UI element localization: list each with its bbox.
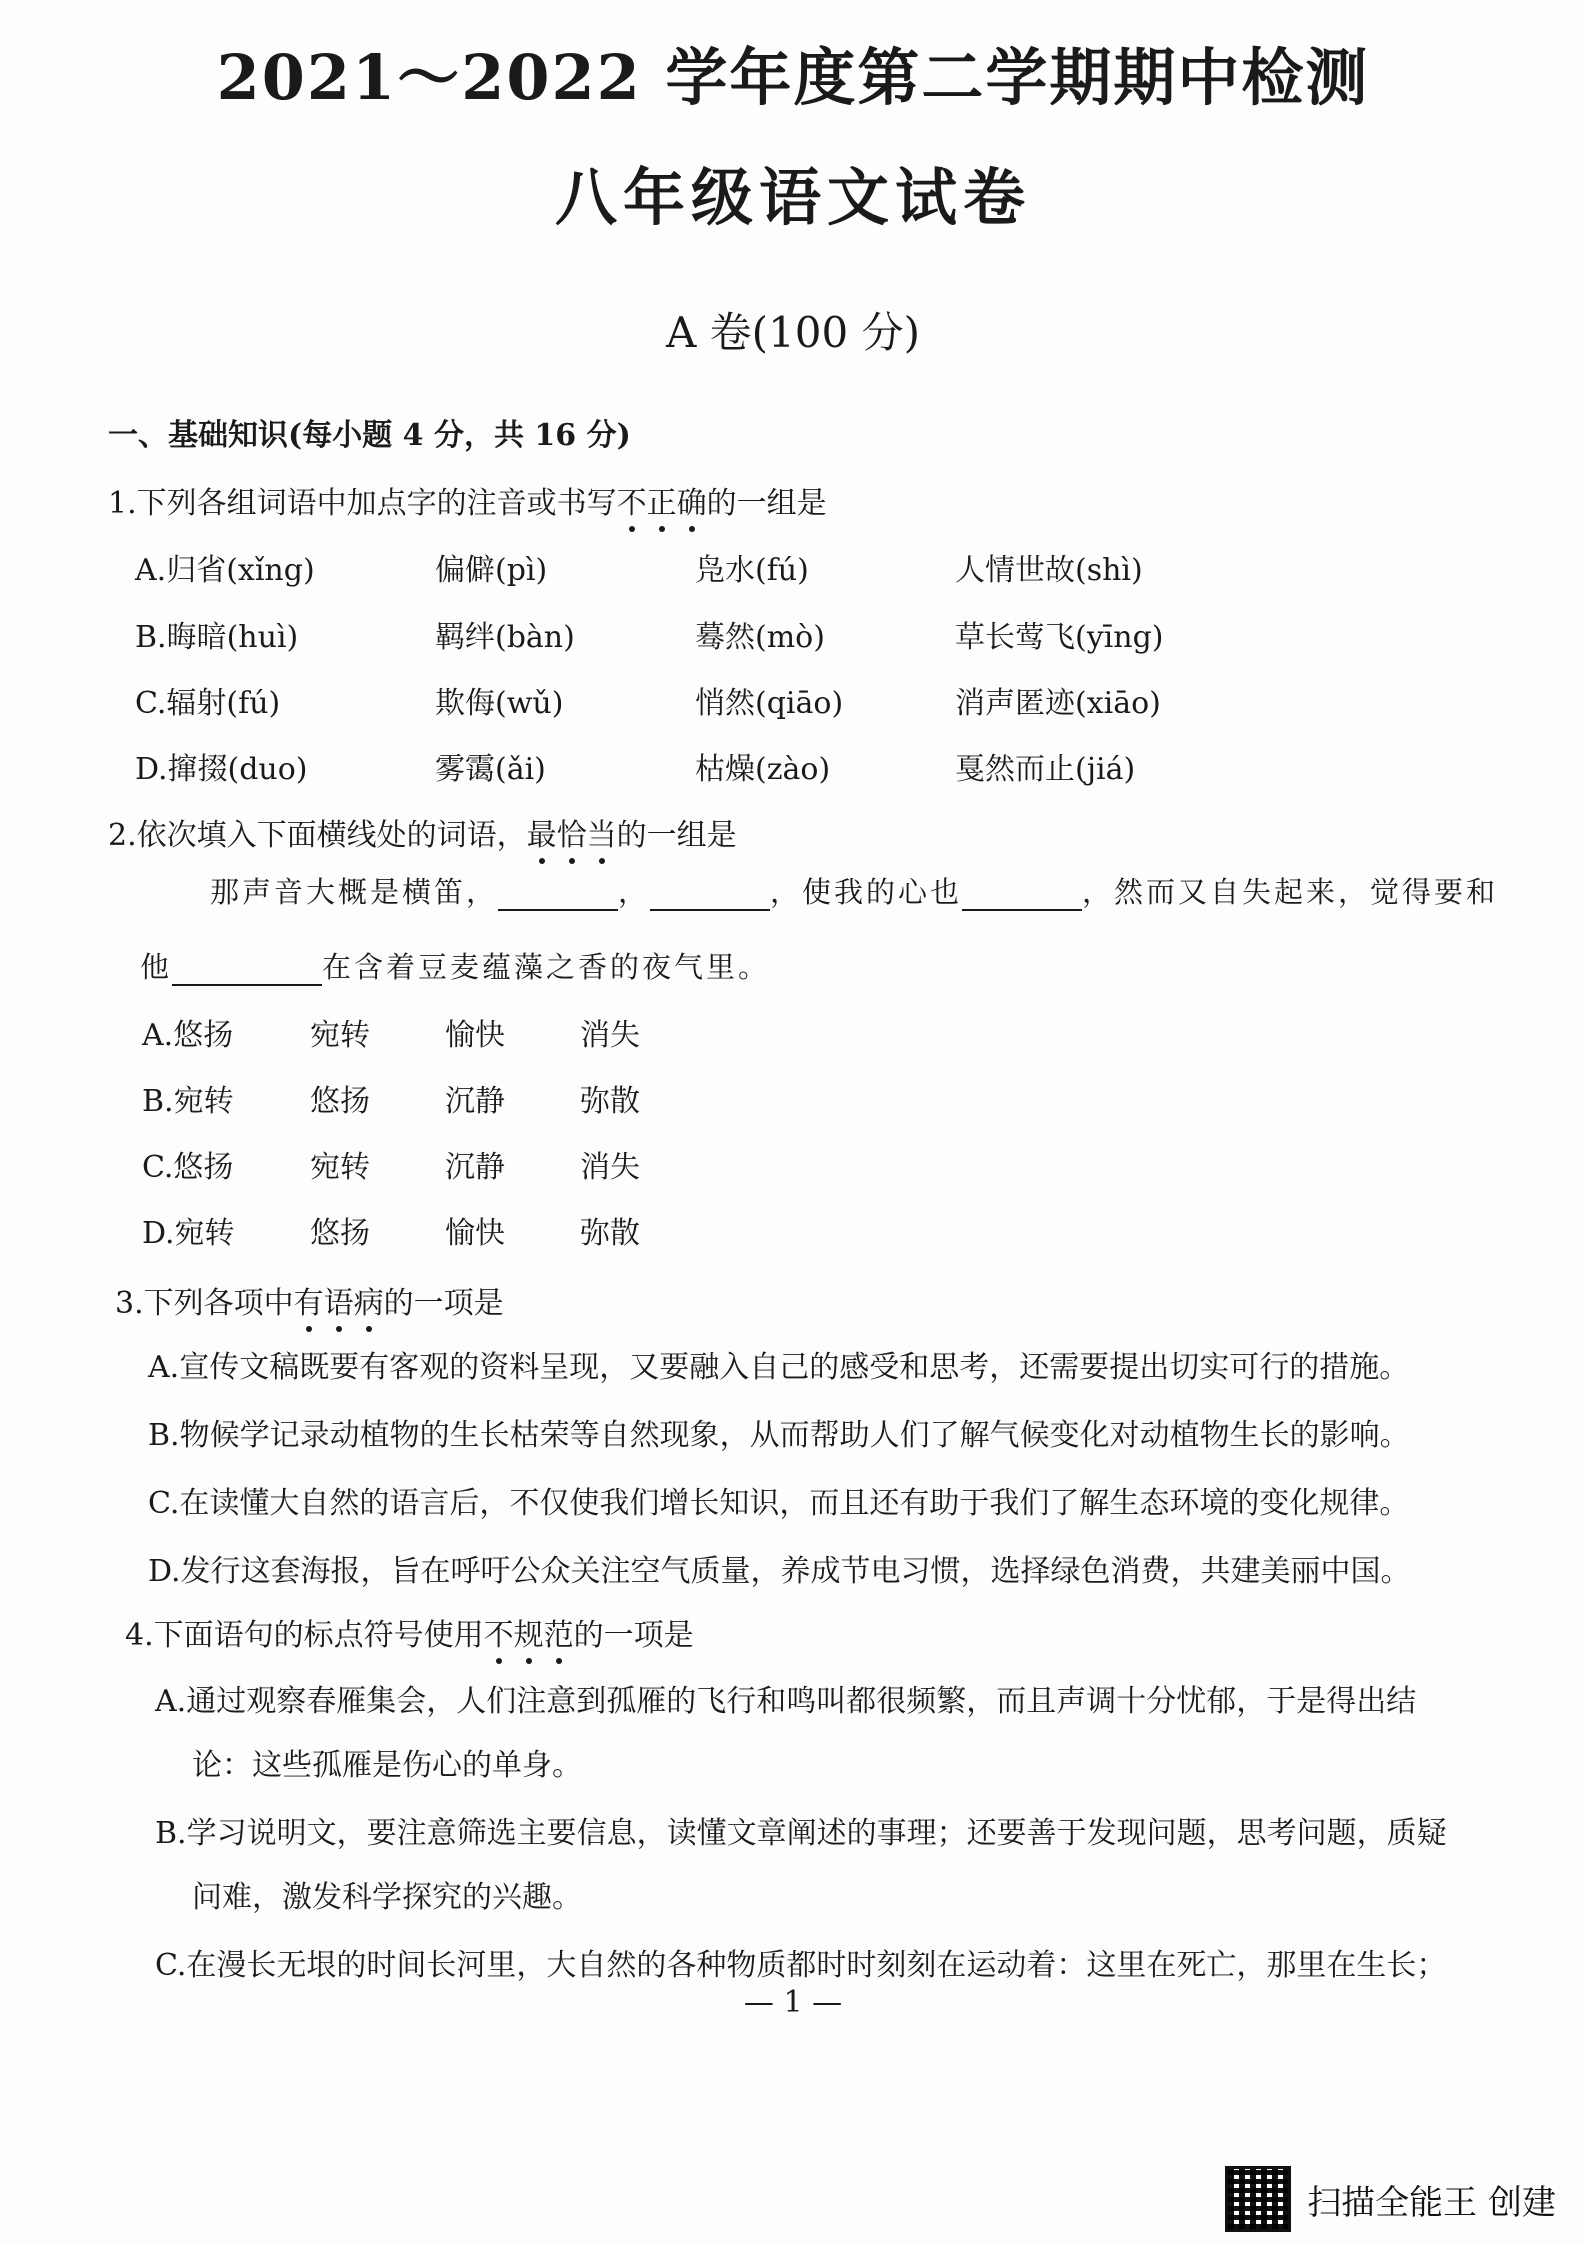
exam-title: 2021～2022 学年度第二学期期中检测 <box>216 41 1370 114</box>
question-2-option-b-item-3: 沉静 <box>445 1084 505 1119</box>
passage-text: 在含着豆麦蕴藻之香的夜气里。 <box>322 950 771 984</box>
stem-emphasis <box>527 818 617 853</box>
question-4-option-b-line1: B.学习说明文，要注意筛选主要信息，读懂文章阐述的事理；还要善于发现问题，思考问题，质疑 <box>155 1816 1447 1851</box>
emphasis-char: 范 <box>544 1610 574 1654</box>
question-3-option-b: B.物候学记录动植物的生长枯荣等自然现象，从而帮助人们了解气候变化对动植物生长的影响。 <box>148 1418 1410 1453</box>
question-2-stem <box>108 810 737 854</box>
answer-blank-1[interactable] <box>498 879 618 911</box>
question-2-passage-line1 <box>210 870 1498 911</box>
answer-blank-3[interactable] <box>962 879 1082 911</box>
stem-text: 1.下列各组词语中加点字的注音或书写 <box>108 486 617 521</box>
question-1-option-b-item-2: 羁绊(bàn) <box>435 620 575 655</box>
question-2-option-b-item-4: 弥散 <box>580 1084 640 1119</box>
question-1-option-a-item-4: 人情世故(shì) <box>955 553 1143 588</box>
question-2-option-b-item-1: B.宛转 <box>142 1084 234 1119</box>
question-2-option-a-item-3: 愉快 <box>445 1018 505 1053</box>
question-3-option-d: D.发行这套海报，旨在呼吁公众关注空气质量，养成节电习惯，选择绿色消费，共建美丽中国。 <box>148 1554 1411 1589</box>
question-1-option-d-item-2: 雾霭(ǎi) <box>435 752 546 787</box>
emphasis-char: 有 <box>294 1278 324 1322</box>
question-2-option-d-item-3: 愉快 <box>445 1216 505 1251</box>
emphasis-char: 当 <box>587 810 617 854</box>
question-1-option-c-item-4: 消声匿迹(xiāo) <box>955 686 1161 721</box>
answer-blank-2[interactable] <box>650 879 770 911</box>
question-1-stem <box>108 478 827 522</box>
passage-text: ，使我的心也 <box>770 875 963 909</box>
question-2-option-d-item-2: 悠扬 <box>310 1216 370 1251</box>
emphasis-char: 规 <box>514 1610 544 1654</box>
stem-text: 2.依次填入下面横线处的词语， <box>108 818 527 853</box>
emphasis-char: 正 <box>647 478 677 522</box>
question-4-stem <box>125 1610 694 1654</box>
question-1-option-b-item-1: B.晦暗(huì) <box>135 620 299 655</box>
question-1-option-d-item-4: 戛然而止(jiá) <box>955 752 1136 787</box>
question-1-option-d-item-1: D.撺掇(duo) <box>135 752 308 787</box>
question-3-option-a: A.宣传文稿既要有客观的资料呈现，又要融入自己的感受和思考，还需要提出切实可行的措施。 <box>148 1350 1410 1385</box>
question-2-option-c-item-1: C.悠扬 <box>142 1150 234 1185</box>
passage-text: 他 <box>140 950 173 984</box>
question-2-option-a-item-1: A.悠扬 <box>142 1018 234 1053</box>
question-2-option-c-item-2: 宛转 <box>310 1150 370 1185</box>
stem-end: 的一项是 <box>383 1286 504 1321</box>
qr-code-icon <box>1225 2166 1291 2232</box>
question-1-option-b-item-3: 蓦然(mò) <box>695 620 825 655</box>
question-2-option-d-item-1: D.宛转 <box>142 1216 235 1251</box>
bleed-through-text <box>330 240 360 284</box>
stem-end: 的一组是 <box>706 486 827 521</box>
question-2-option-d-item-4: 弥散 <box>580 1216 640 1251</box>
question-4-option-c-line1: C.在漫长无垠的时间长河里，大自然的各种物质都时时刻刻在运动着：这里在死亡，那里在生长； <box>155 1948 1447 1983</box>
stem-emphasis <box>617 486 707 521</box>
question-1-option-c-item-3: 悄然(qiāo) <box>695 686 844 721</box>
question-2-option-a-item-4: 消失 <box>580 1018 640 1053</box>
stem-end: 的一项是 <box>573 1618 694 1653</box>
scanner-watermark <box>1225 2164 1556 2234</box>
exam-subtitle: 八年级语文试卷 <box>554 161 1031 234</box>
emphasis-char: 语 <box>324 1278 354 1322</box>
emphasis-char: 最 <box>527 810 557 854</box>
question-1-option-c-item-2: 欺侮(wǔ) <box>435 686 564 721</box>
question-2-option-c-item-3: 沉静 <box>445 1150 505 1185</box>
emphasis-char: 确 <box>677 478 707 522</box>
question-2-option-b-item-2: 悠扬 <box>310 1084 370 1119</box>
question-1-option-b-item-4: 草长莺飞(yīng) <box>955 620 1164 655</box>
emphasis-char: 病 <box>354 1278 384 1322</box>
question-1-option-a-item-3: 凫水(fú) <box>695 553 809 588</box>
question-1-option-d-item-3: 枯燥(zào) <box>695 752 831 787</box>
scanner-brand-text: 扫描全能王 创建 <box>1307 2182 1556 2223</box>
question-4-option-b-line2: 问难，激发科学探究的兴趣。 <box>192 1880 582 1915</box>
page-number: — 1 — <box>743 1985 843 2020</box>
question-1-option-a-item-1: A.归省(xǐng) <box>135 553 315 588</box>
stem-end: 的一组是 <box>616 818 737 853</box>
question-2-passage-line2 <box>140 945 770 986</box>
question-1-option-a-item-2: 偏僻(pì) <box>435 553 548 588</box>
passage-text: ， <box>618 875 651 909</box>
question-4-option-a-line1: A.通过观察春雁集会，人们注意到孤雁的飞行和鸣叫都很频繁，而且声调十分忧郁，于是得出结 <box>155 1684 1417 1719</box>
emphasis-char: 不 <box>617 478 647 522</box>
stem-text: 4.下面语句的标点符号使用 <box>125 1618 484 1653</box>
question-1-option-c-item-1: C.辐射(fú) <box>135 686 281 721</box>
passage-text: 那声音大概是横笛， <box>210 875 499 909</box>
question-4-option-a-line2: 论：这些孤雁是伤心的单身。 <box>192 1748 582 1783</box>
stem-text: 3.下列各项中 <box>115 1286 294 1321</box>
question-2-option-a-item-2: 宛转 <box>310 1018 370 1053</box>
emphasis-char: 不 <box>484 1610 514 1654</box>
passage-text: ，然而又自失起来，觉得要和 <box>1082 875 1499 909</box>
question-3-stem <box>115 1278 504 1322</box>
answer-blank-4[interactable] <box>172 954 322 986</box>
question-3-option-c: C.在读懂大自然的语言后，不仅使我们增长知识，而且还有助于我们了解生态环境的变化规律。 <box>148 1486 1410 1521</box>
paper-section-label: A 卷(100 分) <box>666 308 920 357</box>
section-heading: 一、基础知识(每小题 4 分，共 16 分) <box>108 418 631 453</box>
stem-emphasis <box>294 1286 384 1321</box>
stem-emphasis <box>484 1618 574 1653</box>
question-2-option-c-item-4: 消失 <box>580 1150 640 1185</box>
emphasis-char: 恰 <box>557 810 587 854</box>
